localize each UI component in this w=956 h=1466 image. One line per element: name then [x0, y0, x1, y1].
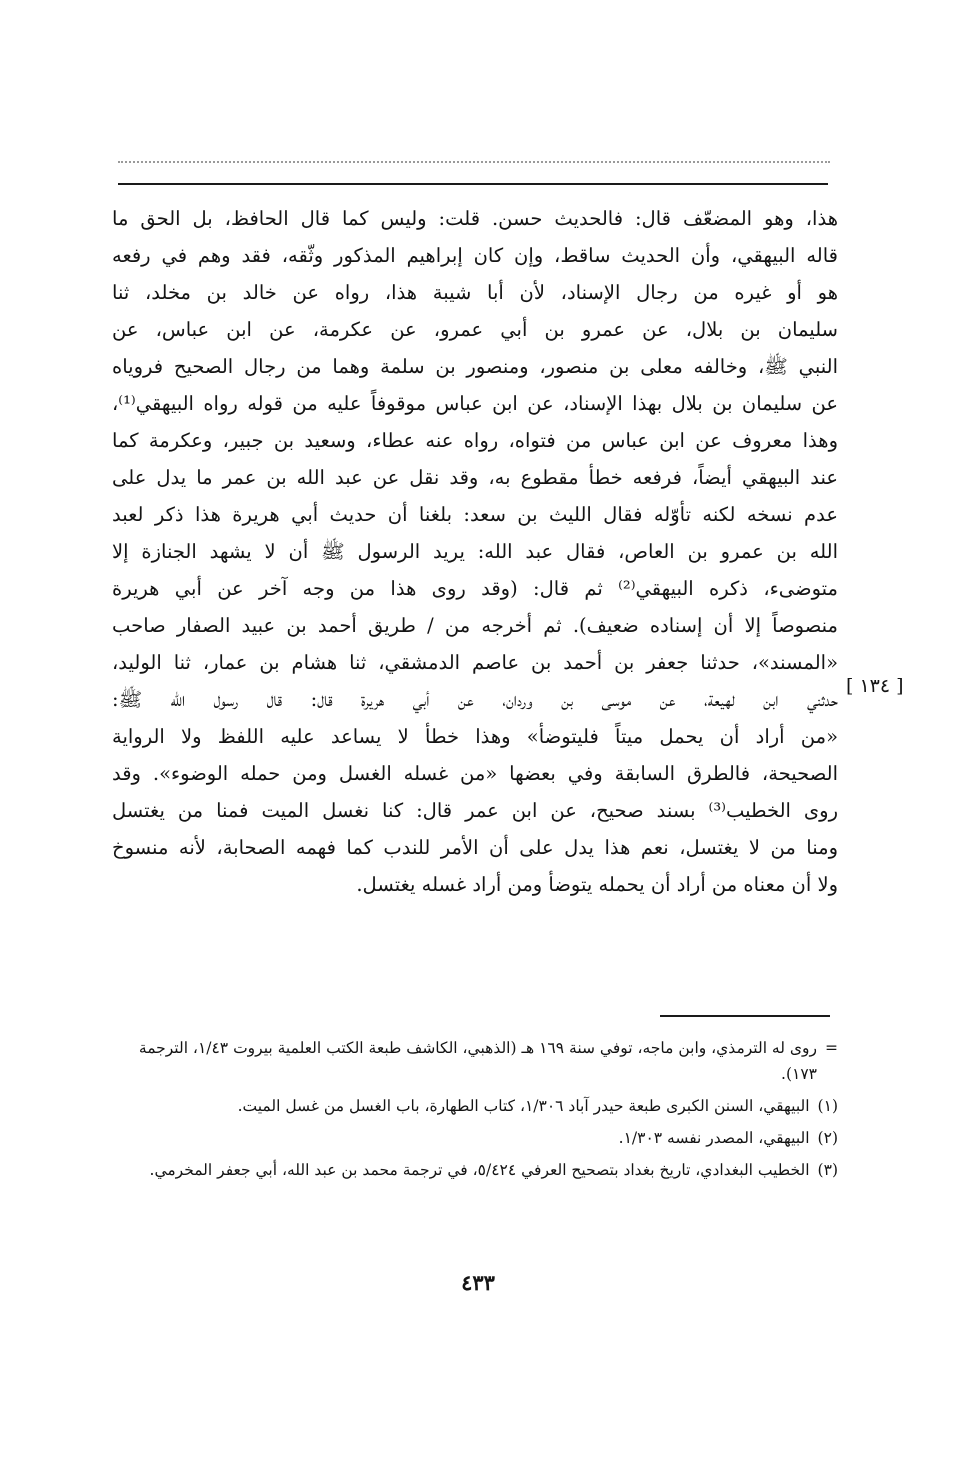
- text-line: «المسند»، حدثنا جعفر بن أحمد بن عاصم الدمشقي، ثنا هشام بن عمار، ثنا الوليد،: [112, 651, 838, 674]
- footnote-marker: (٢): [817, 1129, 838, 1147]
- footnote-marker: (٣): [817, 1161, 838, 1179]
- main-text-block: [112, 200, 838, 903]
- text-line: النبي ﷺ، وخالفه معلى بن منصور، ومنصور بن سلمة وهما من رجال الصحيح فروياه: [112, 355, 838, 378]
- text-line: الله بن عمرو بن العاص، فقال عبد الله: يريد الرسول ﷺ أن لا يشهد الجنازة إلا: [112, 540, 838, 563]
- footnote-separator: [660, 1015, 830, 1017]
- footnote-text: البيهقي، السنن الكبرى طبعة حيدر آباد ١/٣٠٦، كتاب الطهارة، باب الغسل من غسل الميت.: [237, 1097, 810, 1115]
- footnote-item: [112, 1157, 838, 1183]
- footnote-text: البيهقي، المصدر نفسه ١/٣٠٣.: [618, 1129, 810, 1147]
- header-rule: [118, 183, 828, 185]
- page-number: ٤٣٣: [461, 1270, 495, 1295]
- text-line: سليمان بن بلال، عن عمرو بن أبي عمرو، عن عكرمة، عن ابن عباس، عن: [112, 318, 838, 341]
- text-line: «من أراد أن يحمل ميتاً فليتوضأ» وهذا خطأ لا يساعد عليه اللفظ ولا الرواية: [112, 725, 838, 748]
- footnote-text: الخطيب البغدادي، تاريخ بغداد بتصحيح العرفي ٥/٤٢٤، في ترجمة محمد بن عبد الله، أبي جعفر المخرمي.: [149, 1161, 810, 1179]
- footnote-item: [112, 1093, 838, 1119]
- text-line: ولا أن معناه من أراد أن يحمله يتوضأ ومن أراد غسله يغتسل.: [356, 873, 838, 896]
- header-dotted-rule: [118, 161, 830, 163]
- footnote-item: [112, 1035, 838, 1087]
- footnote-marker: =: [825, 1039, 838, 1057]
- text-line: هذا، وهو المضعّف قال: فالحديث حسن. قلت: وليس كما قال الحافظ، بل الحق ما: [112, 207, 838, 230]
- text-line: قاله البيهقي، وأن الحديث ساقط، وإن كان إبراهيم المذكور وثّقه، فقد وهم في رفعه: [112, 244, 838, 267]
- text-line: منصوصاً إلا أن إسناده ضعيف). ثم أخرجه من / طريق أحمد بن عبيد الصفار صاحب: [112, 614, 838, 637]
- text-line: هو أو غيره من رجال الإسناد، لأن أبا شيبة هذا، رواه عن خالد بن مخلد، ثنا: [112, 281, 838, 304]
- margin-page-marker: [ ١٣٤ ]: [846, 675, 904, 697]
- text-line: حدثني ابن لهيعة، عن موسى بن وردان، عن أبي هريرة قال: قال رسول الله ﷺ:: [112, 688, 838, 711]
- text-line: عدم نسخه لكنه تأوّله فقال الليث بن سعد: بلغنا أن حديث أبي هريرة هذا ذكر لعبد: [112, 503, 838, 526]
- text-line: متوضىء، ذكره البيهقي⁽²⁾ ثم قال: (وقد روى هذا من وجه آخر عن أبي هريرة: [112, 577, 838, 600]
- text-line: عن سليمان بن بلال بهذا الإسناد، عن ابن عباس موقوفاً عليه من قوله رواه البيهقي⁽¹⁾،: [112, 392, 838, 415]
- footnote-marker: (١): [817, 1097, 838, 1115]
- text-line: ومنا من لا يغتسل، نعم هذا يدل على أن الأمر للندب كما فهمه الصحابة، لأنه منسوخ: [112, 836, 838, 859]
- text-line: وهذا معروف عن ابن عباس من فتواه، رواه عنه عطاء، وسعيد بن جبير، وعكرمة كما: [112, 429, 838, 452]
- footnote-text: روى له الترمذي، وابن ماجه، توفي سنة ١٦٩ هـ (الذهبي، الكاشف طبعة الكتب العلمية بيروت ١/٤٣، الترجمة ١٧٣).: [138, 1039, 817, 1083]
- footnotes: [112, 1035, 838, 1189]
- footnote-item: [112, 1125, 838, 1151]
- text-line: عند البيهقي أيضاً، فرفعه خطأ مقطوع به، وقد نقل عن عبد الله بن عمر ما يدل على: [112, 466, 838, 489]
- text-line: روى الخطيب⁽³⁾ بسند صحيح، عن ابن عمر قال: كنا نغسل الميت فمنا من يغتسل: [112, 799, 838, 822]
- text-line: الصحيحة، فالطرق السابقة وفي بعضها «من غسله الغسل ومن حمله الوضوء». وقد: [112, 762, 838, 785]
